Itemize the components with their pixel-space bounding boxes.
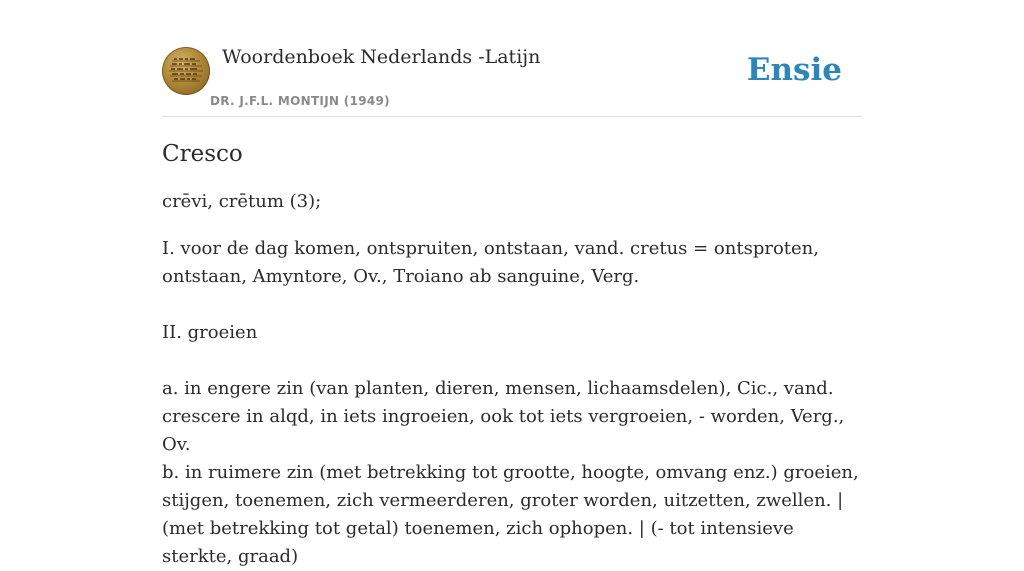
book-title[interactable]: Woordenboek Nederlands -Latijn: [222, 46, 541, 68]
ensie-logo-link[interactable]: Ensie: [746, 52, 842, 88]
entry-headword: Cresco: [162, 141, 243, 167]
definition-paragraph: I. voor de dag komen, ontspruiten, ontstaan, vand. cretus = ontsproten, ontstaan, Amyntore, Ov., Troiano ab sanguine, Verg.: [162, 238, 819, 287]
source-header: [162, 0, 862, 117]
definition-paragraph: b. in ruimere zin (met betrekking tot grootte, hoogte, omvang enz.) groeien, stijgen, toenemen, zich vermeerderen, groter worden, uitzetten, zwellen. | (met betrekking tot getal) toenemen, zich ophopen. | (- tot intensieve sterkte, graad): [162, 462, 859, 567]
coin-seal-icon: [162, 47, 210, 95]
book-logo-icon[interactable]: [162, 47, 210, 95]
definition-paragraph: II. groeien: [162, 322, 258, 343]
entry-content: [162, 138, 862, 571]
entry-forms: crēvi, crētum (3);: [162, 191, 322, 212]
book-author: DR. J.F.L. MONTIJN (1949): [210, 94, 390, 108]
definition-paragraph: a. in engere zin (van planten, dieren, mensen, lichaamsdelen), Cic., vand. crescere in alqd, in iets ingroeien, ook tot iets vergroeien, - worden, Verg., Ov.: [162, 378, 845, 455]
